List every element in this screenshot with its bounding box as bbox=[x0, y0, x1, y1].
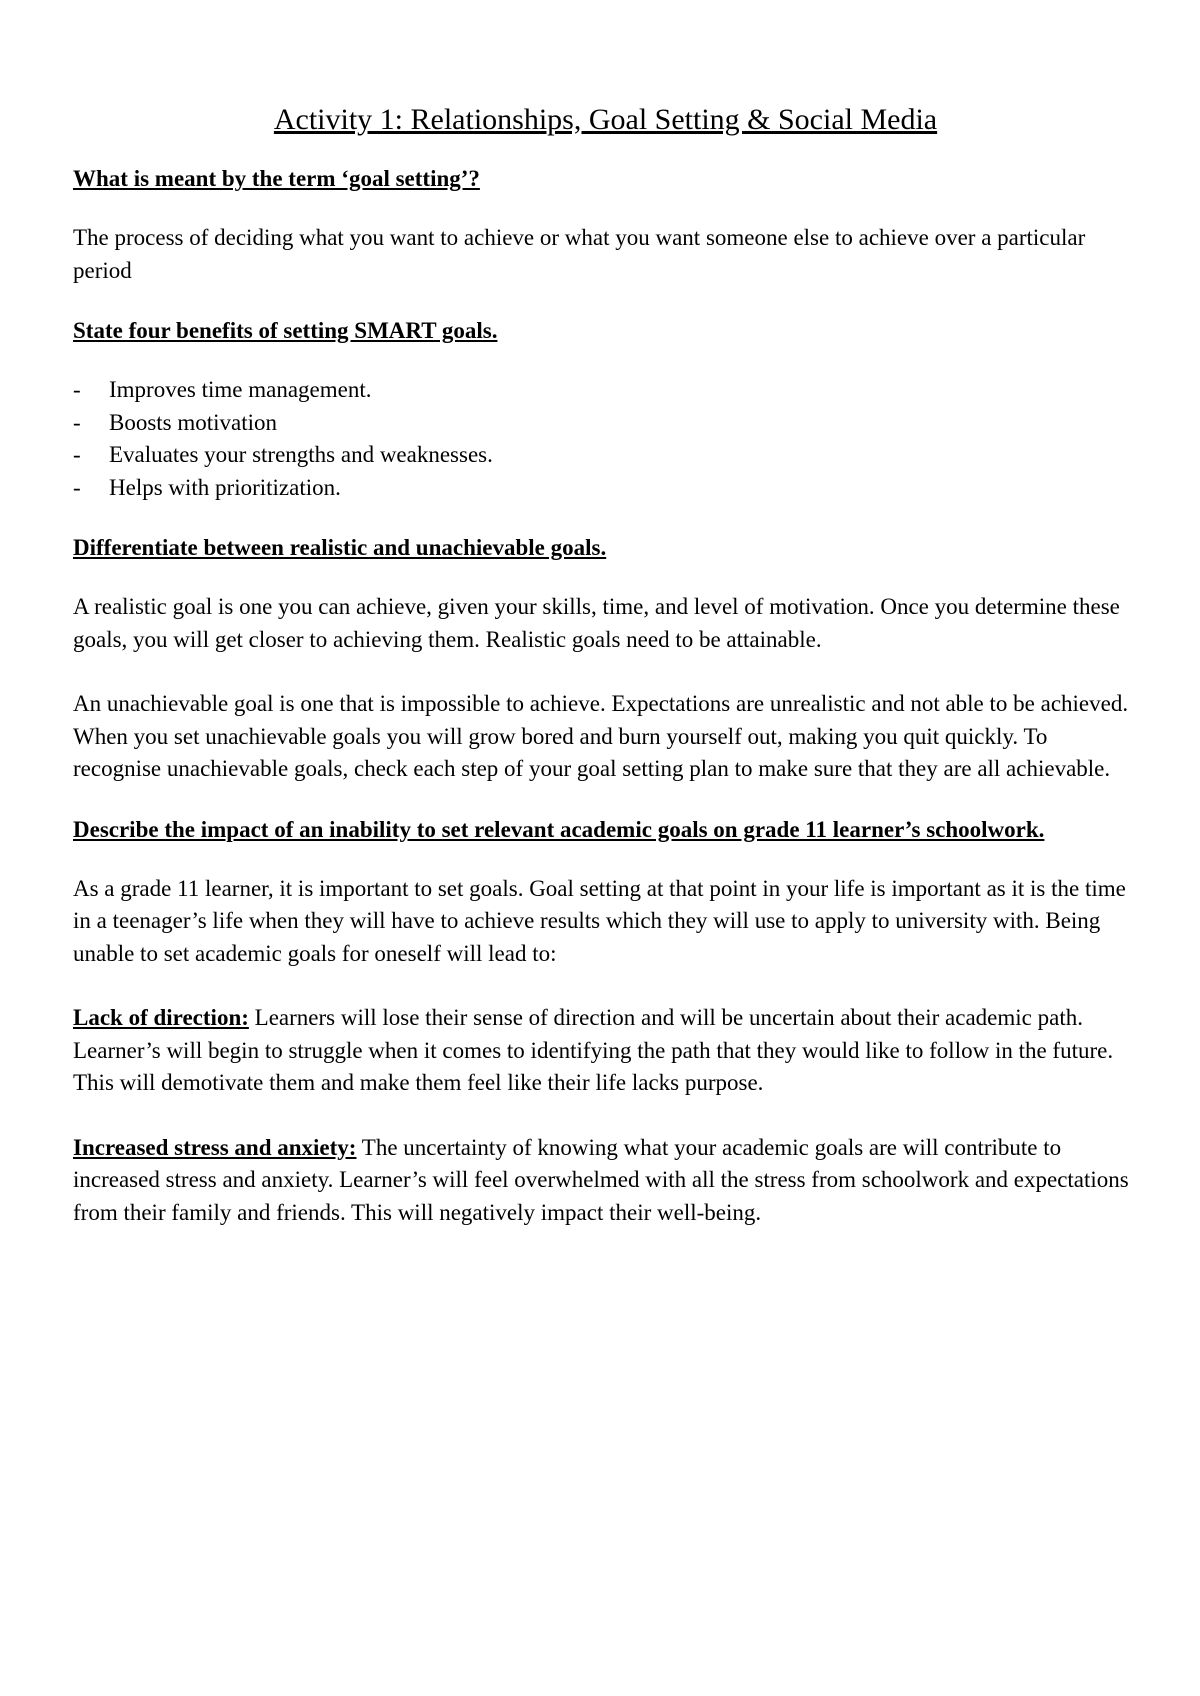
answer-stress-anxiety bbox=[73, 1132, 1138, 1230]
document-page bbox=[73, 100, 1138, 1229]
stress-anxiety-label: Increased stress and anxiety: bbox=[73, 1134, 357, 1160]
bullet-dash: - bbox=[73, 409, 81, 435]
answer-realistic-goal: A realistic goal is one you can achieve, given your skills, time, and level of motivation. Once you determine these goals, you will get closer to achieving them. Realistic goals need to be attainable. bbox=[73, 594, 1120, 652]
list-item-text: Evaluates your strengths and weaknesses. bbox=[109, 442, 493, 467]
list-item bbox=[73, 407, 1138, 440]
bullet-dash: - bbox=[73, 377, 81, 402]
list-item-text: Helps with prioritization. bbox=[109, 474, 341, 500]
list-item-text: Improves time management. bbox=[109, 377, 372, 402]
question-heading-goal-setting: What is meant by the term ‘goal setting’? bbox=[73, 166, 480, 191]
answer-unachievable-goal: An unachievable goal is one that is impossible to achieve. Expectations are unrealistic and not able to be achieved. When you set unachievable goals you will grow bored and burn yourself out, making you quit quickly. To recognise unachievable goals, check each step of your goal setting plan to make sure that they are all achievable. bbox=[73, 691, 1129, 781]
benefits-list bbox=[73, 374, 1138, 504]
answer-intro: As a grade 11 learner, it is important to set goals. Goal setting at that point in your life is important as it is the time in a teenager’s life when they will have to achieve results which they will use to apply to university with. Being unable to set academic goals for oneself will lead to: bbox=[73, 875, 1126, 966]
list-item bbox=[73, 472, 1138, 505]
answer-lack-of-direction bbox=[73, 1002, 1138, 1100]
lack-of-direction-text: Learners will lose their sense of direction and will be uncertain about their academic path. Learner’s will begin to struggle when it comes to identifying the path that they would like to follow in the future. This will demotivate them and make them feel like their life lacks purpose. bbox=[73, 1005, 1114, 1095]
list-item-text: Boosts motivation bbox=[109, 409, 278, 435]
bullet-dash: - bbox=[73, 442, 81, 467]
document-title: Activity 1: Relationships, Goal Setting & Social Media bbox=[273, 103, 938, 136]
question-heading-realistic-vs-unachievable: Differentiate between realistic and unachievable goals. bbox=[73, 535, 607, 560]
list-item bbox=[73, 374, 1138, 407]
list-item bbox=[73, 439, 1138, 472]
bullet-dash: - bbox=[73, 474, 81, 500]
question-heading-academic-goals-impact: Describe the impact of an inability to set relevant academic goals on grade 11 learner’s schoolwork. bbox=[73, 816, 1045, 842]
answer-goal-setting: The process of deciding what you want to achieve or what you want someone else to achieve over a particular period bbox=[73, 225, 1086, 283]
stress-anxiety-text: The uncertainty of knowing what your academic goals are will contribute to increased stress and anxiety. Learner’s will feel overwhelmed with all the stress from schoolwork and expectations from their family and friends. This will negatively impact their well-being. bbox=[73, 1134, 1129, 1225]
lack-of-direction-label: Lack of direction: bbox=[73, 1005, 249, 1030]
question-heading-smart-benefits: State four benefits of setting SMART goals. bbox=[73, 318, 498, 343]
